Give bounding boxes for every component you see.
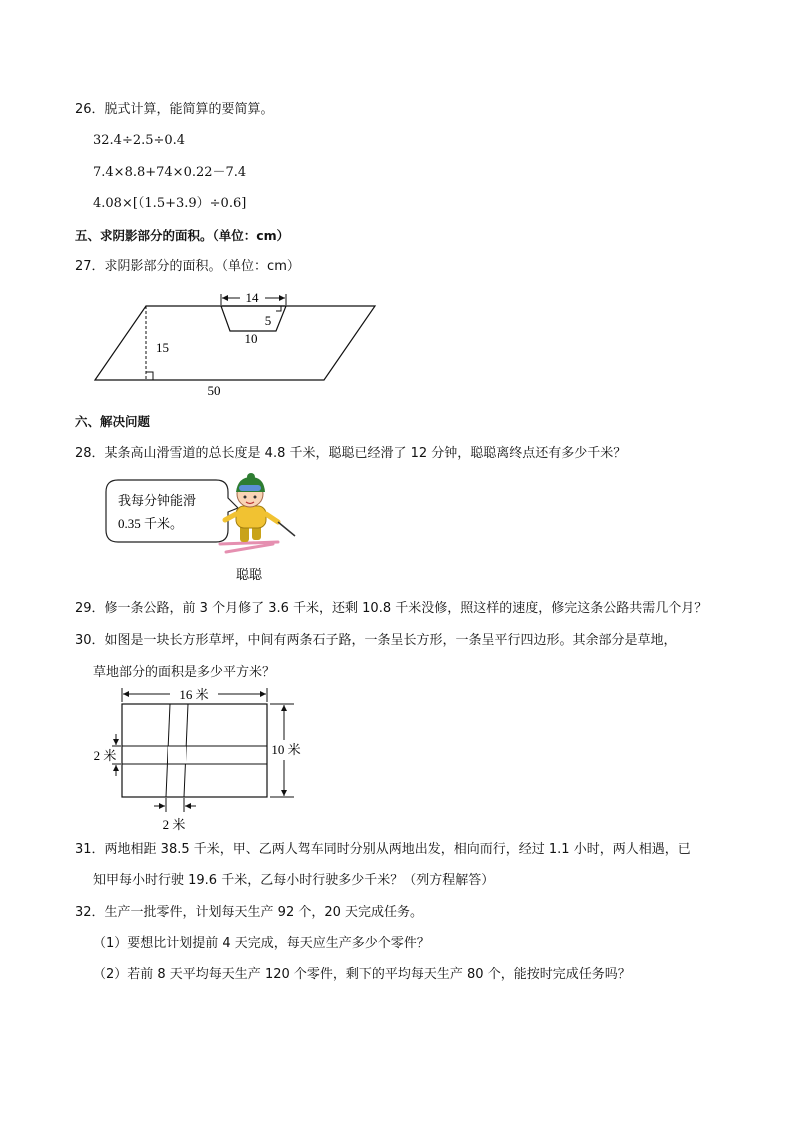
question-31-stem-line1: 31．两地相距 38.5 千米，甲、乙两人驾车同时分别从两地出发，相向而行，经过 1.1 小时，两人相遇，已	[75, 842, 691, 857]
height-right-angle-mark	[146, 372, 153, 380]
trapezoid-shape	[221, 306, 286, 331]
question-30-stem-line2: 草地部分的面积是多少平方米？	[93, 665, 276, 680]
question-32-part-1: （1）要想比计划提前 4 天完成，每天应生产多少个零件？	[93, 936, 430, 951]
question-26-expression-2: 7.4×8.8+74×0.22－7.4	[93, 165, 247, 180]
label-top-width: 14	[245, 290, 259, 305]
bubble-text-line1: 我每分钟能滑	[118, 493, 197, 508]
label-road-h-2m: 2 米	[93, 748, 117, 763]
speech-bubble	[106, 480, 238, 542]
question-30-stem-line1: 30．如图是一块长方形草坪，中间有两条石子路，一条呈长方形，一条呈平行四边形。其余部分是草地，	[75, 633, 677, 648]
arrow-16m-left	[123, 691, 129, 697]
label-width-16m: 16 米	[179, 687, 209, 702]
arrow-2m-bottom-left	[159, 803, 165, 809]
label-height: 15	[156, 340, 169, 355]
question-26-expression-3: 4.08×[（1.5+3.9）÷0.6]	[93, 196, 247, 211]
arrow-16m-right	[260, 691, 266, 697]
arrow-right-head	[279, 295, 285, 301]
parallelogram-figure	[88, 288, 388, 403]
section-6-heading: 六、解决问题	[75, 414, 151, 429]
label-trap-height: 5	[264, 313, 272, 328]
question-27-stem: 27．求阴影部分的面积。（单位：cm）	[75, 259, 300, 274]
arrow-2m-bottom-right	[185, 803, 191, 809]
label-trap-bottom: 10	[244, 331, 258, 346]
question-32-part-2: （2）若前 8 天平均每天生产 120 个零件，剩下的平均每天生产 80 个，能按时完成任务吗？	[93, 967, 631, 982]
question-32-stem: 32．生产一批零件，计划每天生产 92 个，20 天完成任务。	[75, 905, 424, 920]
lawn-figure	[88, 684, 318, 834]
question-26-stem: 26．脱式计算，能简算的要简算。	[75, 102, 274, 117]
skier-illustration	[88, 472, 318, 587]
arrow-left-head	[222, 295, 228, 301]
question-31-stem-line2: 知甲每小时行驶 19.6 千米，乙每小时行驶多少千米？（列方程解答）	[93, 873, 495, 888]
question-29-stem: 29．修一条公路，前 3 个月修了 3.6 千米，还剩 10.8 千米没修，照这样的速度，修完这条公路共需几个月？	[75, 601, 708, 616]
section-5-heading: 五、求阴影部分的面积。（单位：cm）	[75, 228, 290, 243]
label-height-10m: 10 米	[271, 742, 301, 757]
arrow-2m-left-bottom	[113, 765, 119, 771]
trapezoid-right-angle-mark	[276, 306, 281, 311]
question-28-stem: 28．某条高山滑雪道的总长度是 4.8 千米，聪聪已经滑了 12 分钟，聪聪离终点还有多少千米？	[75, 446, 627, 461]
parallelogram-shape	[95, 306, 375, 380]
bubble-text-line2: 0.35 千米。	[118, 516, 184, 531]
arrow-10m-top	[281, 705, 287, 711]
lawn-rectangle	[122, 704, 267, 797]
arrow-2m-left-top	[113, 739, 119, 745]
character-name: 聪聪	[235, 568, 263, 583]
arrow-10m-bottom	[281, 790, 287, 796]
skier-character-icon	[220, 473, 295, 552]
question-26-expression-1: 32.4÷2.5÷0.4	[93, 133, 186, 148]
road-intersection	[168, 747, 186, 764]
label-base: 50	[207, 383, 221, 398]
label-road-v-2m: 2 米	[162, 817, 186, 832]
